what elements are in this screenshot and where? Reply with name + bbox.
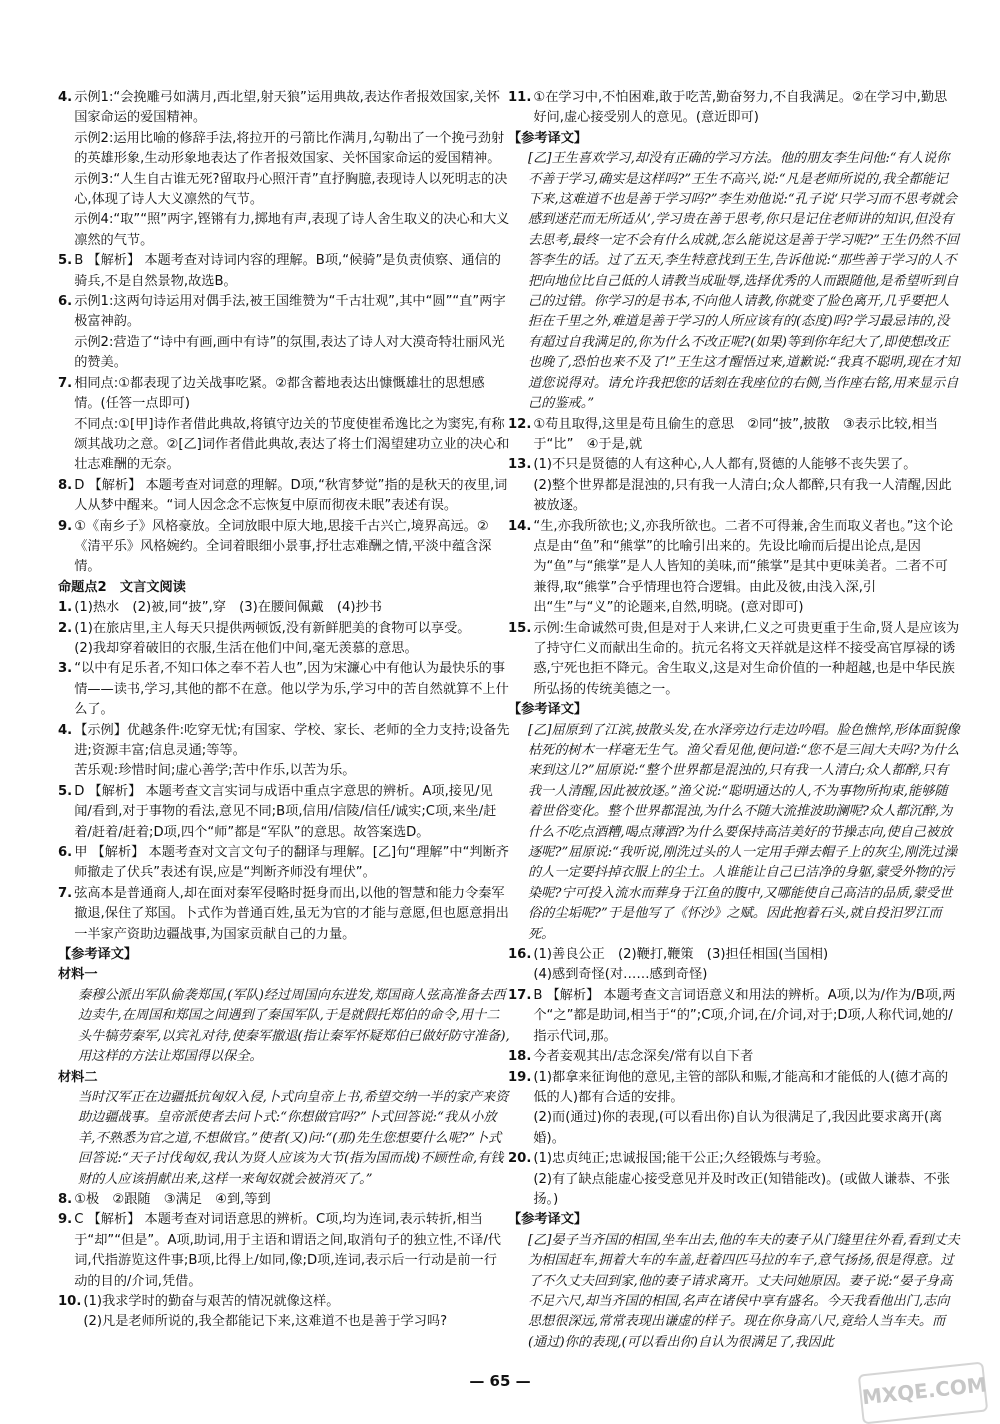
right-column (508, 88, 960, 1353)
item-line: 示例2:运用比喻的修辞手法,将拉开的弓箭比作满月,勾勒出了一个挽弓劲射的英雄形象,生动形象地表达了作者报效国家、关怀国家命运的爱国精神。 (74, 130, 505, 167)
item-line: (1)都拿来征询他的意见,主管的部队和赈,才能高和才能低的人(德才高的低的人)都有合适的安排。 (533, 1069, 949, 1105)
item-number: 4. (58, 722, 73, 738)
item-number: 2. (58, 620, 73, 636)
answer-item (58, 843, 510, 884)
item-line: D 【解析】 本题考查对词意的理解。D项,“秋宵梦觉”指的是秋天的夜里,词人从梦中醒来。“词人因念念不忘恢复中原而彻夜未眠”表述有误。 (74, 477, 508, 514)
item-number: 7. (58, 885, 73, 901)
item-text (533, 945, 960, 986)
item-line: ①苟且取得,这里是苟且偷生的意思 ②同“披”,披散 ③表示比较,相当于“比” ④于是,就 (533, 416, 938, 452)
item-line: (1)忠贞纯正;忠诚报国;能干公正;久经锻炼与考验。 (533, 1151, 830, 1167)
item-number: 5. (58, 253, 73, 269)
answer-item (58, 88, 510, 251)
item-number: 20. (508, 1151, 532, 1167)
answer-item (508, 455, 960, 516)
item-line: (2)整个世界都是混浊的,只有我一人清白;众人都醉,只有我一人清醒,因此被放逐。 (533, 477, 952, 514)
item-text (74, 619, 510, 660)
item-number: 6. (58, 845, 73, 861)
item-number: 15. (508, 620, 532, 636)
item-number: 4. (58, 90, 73, 105)
section-label: 【参考译文】 (508, 1212, 588, 1228)
answer-item (508, 945, 960, 986)
item-text (533, 415, 960, 456)
item-text (74, 1210, 510, 1292)
item-text (74, 517, 510, 578)
item-line: ①《南乡子》风格豪放。全词放眼中原大地,思接千古兴亡,境界高远。②《清平乐》风格婉约。全词着眼细小景事,抒壮志难酬之情,平淡中蕴含深情。 (74, 518, 492, 575)
item-text (74, 1190, 510, 1210)
item-line: B 【解析】 本题考查文言词语意义和用法的辨析。A项,以为/作为/B项,两个“之”都是助词,相当于“的”;C项,介词,在/介词,对于;D项,人称代词,她的/指示代词,那。 (533, 987, 956, 1044)
section-label: 【参考译文】 (508, 702, 588, 718)
item-number: 18. (508, 1049, 532, 1065)
item-text (83, 1292, 510, 1333)
answer-item (58, 1210, 510, 1292)
answer-item (508, 1047, 960, 1067)
item-line: D 【解析】 本题考查文言实词与成语中重点字意思的辨析。A项,接见/见闻/看到,对于事物的看法,意见不同;B项,信用/信陵/信任/诚实;C项,来坐/赶着/赶着/赶着;D项,四个“师”都是“军队”的意思。故答案选D。 (74, 783, 497, 840)
item-line: C 【解析】 本题考查对词语意思的辨析。C项,均为连词,表示转折,相当于“却”“但是”。A项,助词,用于主语和谓语之间,取消句子的独立性,不译/代词,代指游览这件事;B项,比得上/如同,像;D项,连词,表示后一行动是前一行动的目的/介词,凭借。 (74, 1212, 501, 1289)
item-line: (1)善良公正 (2)鞭打,鞭策 (3)担任相国(当国相) (533, 947, 829, 963)
item-line: “生,亦我所欲也;义,亦我所欲也。二者不可得兼,舍生而取义者也。”这个论点是由“鱼”和“熊掌”的比喻引出来的。先设比喻而后提出论点,是因为“鱼”与“熊掌”是人人皆知的美味,而“熊掌”是其中更味美者。二者不可兼得,取“熊掌”合乎情理也符合逻辑。由此及彼,由浅入深,引出“生”与“义”的论题来,自然,明晓。(意对即可) (533, 518, 954, 616)
item-line: 相同点:①都表现了边关战事吃紧。②都含蓄地表达出慷慨雄壮的思想感情。(任答一点即可) (74, 375, 485, 412)
item-number: 1. (58, 600, 73, 616)
item-line: 不同点:①[甲]诗作者借此典故,将镇守边关的节度使崔希逸比之为窦宪,有称颂其战功之意。②[乙]词作者借此典故,表达了将士们渴望建功立业的决心和壮志难酬的无奈。 (74, 416, 510, 473)
item-line: (2)我却穿着破旧的衣服,生活在他们中间,毫无羡慕的意思。 (74, 640, 418, 656)
item-line: 示例:生命诚然可贵,但是对于人来讲,仁义之可贵更重于生命,贤人是应该为了持守仁义而献出生命的。抗元名将文天祥就是这样不接受高官厚禄的诱惑,宁死也拒不降元。舍生取义,这是对生命价值的一种超越,也是中华民族所弘扬的传统美德之一。 (533, 620, 960, 697)
item-number: 8. (58, 477, 73, 493)
answer-item (58, 659, 510, 720)
item-text (74, 884, 510, 945)
item-line: 示例2:营造了“诗中有画,画中有诗”的氛围,表达了诗人对大漠奇特壮丽风光的赞美。 (74, 334, 505, 371)
section-heading: 命题点2 文言文阅读 (58, 579, 186, 595)
section-label: 【参考译文】 (508, 130, 588, 146)
item-text (74, 476, 510, 517)
item-line: 今者妾观其出/志念深矣/常有以自下者 (533, 1049, 754, 1065)
answer-item (508, 986, 960, 1047)
item-text (533, 986, 960, 1047)
section-label: 材料一 (58, 967, 98, 983)
item-text (533, 619, 960, 701)
item-text (74, 721, 510, 782)
answer-item (508, 1149, 960, 1210)
answer-item (508, 88, 960, 129)
answer-item (58, 1190, 510, 1210)
answer-item (508, 1068, 960, 1150)
item-number: 12. (508, 416, 532, 432)
answer-item (58, 598, 510, 618)
section-label: 【参考译文】 (58, 947, 138, 963)
page-number: — 65 — (469, 1372, 531, 1390)
item-number: 11. (508, 90, 532, 105)
item-number: 8. (58, 1191, 73, 1207)
item-line: 甲 【解析】 本题考查对文言文句子的翻译与理解。[乙]句“理解”中“判断齐师撤走了伏兵”表述有误,应是“判断齐师没有埋伏”。 (74, 845, 509, 881)
item-line: 弦高本是普通商人,却在面对秦军侵略时挺身而出,以他的智慧和能力令秦军撤退,保住了郑国。卜式作为普通百姓,虽无为官的才能与意愿,但也愿意捐出一半家产资助边疆战事,为国家贡献自己的力量。 (74, 885, 509, 942)
answer-item (58, 476, 510, 517)
translation-paragraph: 秦穆公派出军队偷袭郑国,(军队)经过周国向东进发,郑国商人弦高准备去西边卖牛,在周国和郑国之间遇到了秦国军队,于是就假托郑伯的命令,用十二头牛犒劳秦军,以宾礼对待,使秦军撤退(指让秦军怀疑郑伯已做好防守准备),用这样的方法让郑国得以保全。 (78, 987, 510, 1065)
item-text (74, 251, 510, 292)
item-number: 14. (508, 518, 532, 534)
item-text (533, 1149, 960, 1210)
item-number: 17. (508, 987, 532, 1003)
item-line: (1)在旅店里,主人每天只提供两顿饭,没有新鲜肥美的食物可以享受。 (74, 620, 471, 636)
left-column (58, 88, 510, 1333)
item-line: 示例4:“取”“照”两字,铿锵有力,掷地有声,表现了诗人舍生取义的决心和大义凛然的气节。 (74, 212, 510, 248)
item-number: 5. (58, 783, 73, 799)
item-line: B 【解析】 本题考查对诗词内容的理解。B项,“候骑”是负责侦察、通信的骑兵,不是自然景物,故选B。 (74, 253, 501, 289)
answer-item (58, 782, 510, 843)
item-text (74, 292, 510, 374)
answer-item (508, 415, 960, 456)
translation-paragraph: 当时汉军正在边疆抵抗匈奴入侵,卜式向皇帝上书,希望交纳一半的家产来资助边疆战事。皇帝派使者去问卜式:“你想做官吗?”卜式回答说:“我从小放羊,不熟悉为官之道,不想做官。”使者(又)问:“(那)先生您想要什么呢?”卜式回答说:“天子讨伐匈奴,我认为贤人应该为大节(指为国而战)不顾性命,有钱财的人应该捐献出来,这样一来匈奴就会被消灭了。” (78, 1089, 509, 1187)
item-text (533, 455, 960, 516)
item-text (74, 598, 510, 618)
item-text (74, 782, 510, 843)
answer-item (58, 884, 510, 945)
item-number: 3. (58, 661, 73, 677)
item-number: 7. (58, 375, 73, 391)
item-line: “以中有足乐者,不知口体之奉不若人也”,因为宋濂心中有他认为最快乐的事情——读书,学习,其他的都不在意。他以学为乐,学习中的苦自然就算不上什么了。 (74, 661, 509, 718)
item-line: (1)不只是贤德的人有这种心,人人都有,贤德的人能够不丧失罢了。 (533, 457, 917, 473)
answer-item (58, 721, 510, 782)
item-text (533, 1068, 960, 1150)
item-number: 16. (508, 947, 532, 963)
answer-item (508, 619, 960, 701)
translation-paragraph: [乙]王生喜欢学习,却没有正确的学习方法。他的朋友李生问他:“有人说你不善于学习,确实是这样吗?”王生不高兴,说:“凡是老师所说的,我全都能记下来,这难道不也是善于学习吗?”李生劝他说:“孔子说‘只学习而不思考就会感到迷茫而无所适从’,学习贵在善于思考,你只是记住老师讲的知识,但没有去思考,最终一定不会有什么成就,怎么能说这是善于学习呢?”王生仍然不回答李生的话。过了五天,李生特意找到王生,告诉他说:“那些善于学习的人不把向地位比自己低的人请教当成耻辱,选择优秀的人而跟随他,是希望听到自己的过错。你学习的是书本,不向他人请教,你就变了脸色离开,几乎要把人拒在千里之外,难道是善于学习的人所应该有的(态度)吗?学习最忌讳的,没有超过自我满足的,你为什么不改正呢?(如果)等到你年纪大了,即使想改正也晚了,恐怕也来不及了!”王生这才醒悟过来,道歉说:“我真不聪明,现在才知道您说得对。请允许我把您的话刻在我座位的右侧,当作座右铭,用来显示自己的鉴戒。” (528, 151, 960, 412)
item-line: 示例1:“会挽雕弓如满月,西北望,射天狼”运用典故,表达作者报效国家,关怀国家命运的爱国精神。 (74, 90, 500, 126)
item-line: 苦乐观:珍惜时间;虚心善学;苦中作乐,以苦为乐。 (74, 763, 356, 779)
item-number: 19. (508, 1069, 532, 1085)
answer-item (58, 374, 510, 476)
item-line: 示例1:这两句诗运用对偶手法,被王国维赞为“千古壮观”,其中“圆”“直”两字极富神韵。 (74, 294, 506, 330)
item-text (74, 88, 510, 251)
item-text (74, 659, 510, 720)
item-line: (1)我求学时的勤奋与艰苦的情况就像这样。 (83, 1293, 340, 1309)
item-line: (2)凡是老师所说的,我全都能记下来,这难道不也是善于学习吗? (83, 1314, 448, 1330)
answer-item (58, 292, 510, 374)
item-line: ①极 ②跟随 ③满足 ④到,等到 (74, 1191, 271, 1207)
item-number: 6. (58, 294, 73, 310)
answer-item (58, 1292, 510, 1333)
item-text (533, 1047, 960, 1067)
item-number: 10. (58, 1293, 82, 1309)
item-number: 13. (508, 457, 532, 473)
item-text (74, 843, 510, 884)
item-line: ①在学习中,不怕困难,敢于吃苦,勤奋努力,不自我满足。②在学习中,勤思好问,虚心接受别人的意见。(意近即可) (533, 90, 948, 126)
item-line: (2)而(通过)你的表现,(可以看出你)自认为很满足了,我因此要求离开(离婚)。 (533, 1110, 943, 1146)
answer-item (58, 251, 510, 292)
item-number: 9. (58, 518, 73, 534)
item-text (74, 374, 510, 476)
item-text (533, 517, 960, 619)
item-text (533, 88, 960, 129)
translation-paragraph: [乙]晏子当齐国的相国,坐车出去,他的车夫的妻子从门缝里往外看,看到丈夫为相国赶车,拥着大车的车盖,赶着四匹马拉的车子,意气扬扬,很是得意。过了不久丈夫回到家,他的妻子请求离开。丈夫问她原因。妻子说:“晏子身高不足六尺,却当齐国的相国,名声在诸侯中享有盛名。今天我看他出门,志向思想很深远,常常表现出谦虚的样子。现在你身高八尺,竟给人当车夫。而(通过)你的表现,(可以看出你)自认为很满足了,我因此 (528, 1232, 960, 1350)
item-number: 9. (58, 1212, 73, 1228)
item-line: (2)有了缺点能虚心接受意见并及时改正(知错能改)。(或做人谦恭、不张扬。) (533, 1171, 950, 1207)
answer-item (58, 517, 510, 578)
item-line: 示例3:“人生自古谁无死?留取丹心照汗青”直抒胸臆,表现诗人以死明志的决心,体现了诗人大义凛然的气节。 (74, 171, 508, 208)
section-label: 材料二 (58, 1069, 98, 1085)
item-line: (1)热水 (2)被,同“披”,穿 (3)在腰间佩戴 (4)抄书 (74, 600, 382, 616)
item-line: 【示例】优越条件:吃穿无忧;有国家、学校、家长、老师的全力支持;设备先进;资源丰富;信息灵通;等等。 (74, 722, 510, 758)
translation-paragraph: [乙]屈原到了江滨,披散头发,在水泽旁边行走边吟唱。脸色憔悴,形体面貌像枯死的树木一样毫无生气。渔父看见他,便问道:“您不是三闾大夫吗?为什么来到这儿?”屈原说:“整个世界都是混浊的,只有我一人清白;众人都醉,只有我一人清醒,因此被放逐。”渔父说:“聪明通达的人,不为事物所拘束,能够随着世俗变化。整个世界都混浊,为什么不随大流推波助澜呢?众人都沉醉,为什么不吃点酒糟,喝点薄酒?为什么要保持高洁美好的节操志向,使自己被放逐呢?”屈原说:“我听说,刚洗过头的人一定用手弹去帽子上的灰尘,刚洗过澡的人一定要抖掉衣服上的尘土。人谁能让自己已洁净的身躯,蒙受外物的污染呢?宁可投入流水而葬身于江鱼的腹中,又哪能使自己高洁的品质,蒙受世俗的尘垢呢?”于是他写了《怀沙》之赋。因此抱着石头,就自投汨罗江而死。 (528, 722, 960, 942)
watermark-logo: MXQE.COM (858, 1362, 989, 1424)
item-line: (4)感到奇怪(对……感到奇怪) (533, 967, 708, 983)
answer-item (58, 619, 510, 660)
answer-item (508, 517, 960, 619)
